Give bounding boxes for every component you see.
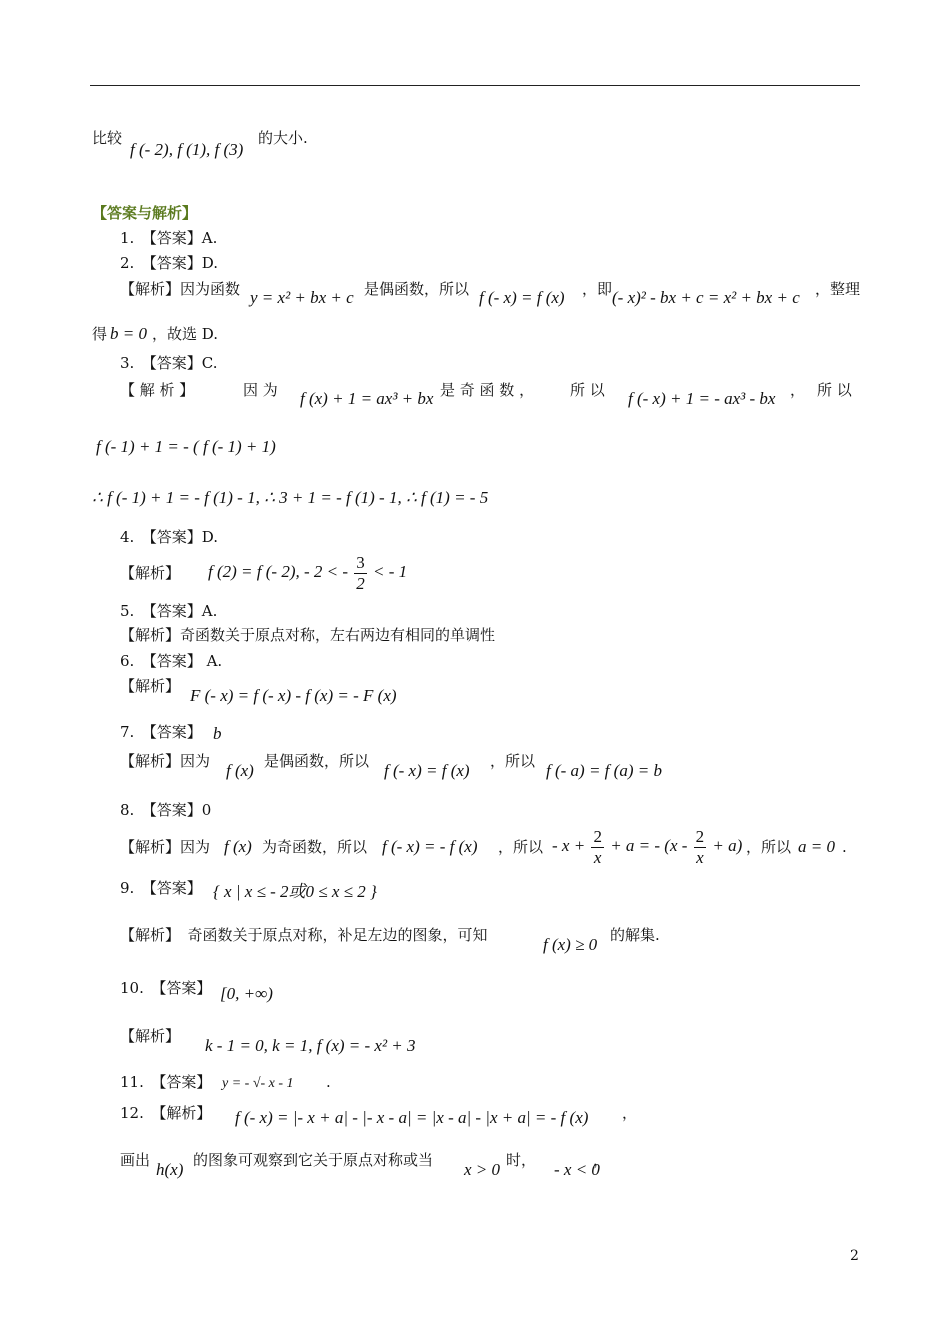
explain-7-math-2: f (- x) = f (x) bbox=[384, 761, 470, 780]
answer-8: 8. 【答案】0 bbox=[120, 801, 212, 819]
explain-2-math-2: f (- x) = f (x) bbox=[479, 288, 565, 307]
explain-9-math: f (x) ≥ 0 bbox=[543, 935, 598, 954]
explain-4-math-a: f (2) = f (- 2), - 2 < - bbox=[208, 562, 349, 581]
explain-4-math-b: < - 1 bbox=[373, 562, 408, 581]
explain-3-text-c: 是 奇 函 数 ， bbox=[440, 381, 535, 399]
explain-8-math-expr bbox=[552, 824, 742, 868]
explain-8-fraction-2 bbox=[694, 827, 707, 868]
line-13-text-c: 时， bbox=[506, 1151, 537, 1169]
explain-10-label: 【解析】 bbox=[120, 1027, 181, 1045]
explain-2b-text-a: 得 bbox=[92, 325, 108, 343]
fraction-denominator: 2 bbox=[356, 573, 365, 593]
explain-8-math-c: + a) bbox=[712, 836, 743, 855]
explain-8-text-e: . bbox=[842, 838, 847, 856]
explain-7-math-3: f (- a) = f (a) = b bbox=[546, 761, 662, 780]
answer-10-math: [0, +∞) bbox=[220, 984, 273, 1003]
line-13-math-3: - x < 0 bbox=[554, 1160, 600, 1179]
explain-3-text-f: 所 以 bbox=[817, 381, 852, 399]
explain-4-label: 【解析】 bbox=[120, 564, 181, 582]
fraction-denominator: x bbox=[593, 847, 602, 867]
explain-7-math-1: f (x) bbox=[226, 761, 254, 780]
explain-6-math: F (- x) = f (- x) - f (x) = - F (x) bbox=[190, 686, 397, 705]
answer-7-math: b bbox=[213, 724, 222, 743]
line-13-text-a: 画出 bbox=[120, 1151, 151, 1169]
explain-3-math-2: f (- x) + 1 = - ax³ - bx bbox=[628, 389, 776, 408]
section-title: 【答案与解析】 bbox=[92, 204, 198, 222]
fraction-numerator: 3 bbox=[356, 552, 365, 572]
answer-11-label: 11. 【答案】 bbox=[120, 1073, 212, 1091]
explain-8-text-d: ，所以 bbox=[746, 838, 792, 856]
explain-4-math bbox=[208, 550, 407, 594]
explain-4-fraction bbox=[354, 553, 367, 594]
explain-3-text-d: 所 以 bbox=[570, 381, 605, 399]
answer-1: 1. 【答案】A. bbox=[120, 229, 218, 247]
intro-math: f (- 2), f (1), f (3) bbox=[130, 140, 244, 159]
answer-3: 3. 【答案】C. bbox=[120, 354, 218, 372]
explain-3-label: 【 解 析 】 bbox=[120, 381, 195, 399]
explain-2-text-a: 【解析】因为函数 bbox=[120, 280, 241, 298]
explain-8-text-c: ，所以 bbox=[498, 838, 544, 856]
explain-9-text-a: 【解析】 奇函数关于原点对称，补足左边的图象，可知 bbox=[120, 926, 488, 944]
explain-2-text-c: ，即 bbox=[582, 280, 613, 298]
answer-5: 5. 【答案】A. bbox=[120, 602, 218, 620]
answer-11-math: y = - √- x - 1 bbox=[222, 1076, 294, 1091]
explain-2b-text-b: ，故选 D. bbox=[152, 325, 219, 343]
explain-8-fraction-1 bbox=[591, 827, 604, 868]
explain-5: 【解析】奇函数关于原点对称，左右两边有相同的单调性 bbox=[120, 626, 496, 644]
explain-7-text-a: 【解析】因为 bbox=[120, 752, 211, 770]
explain-2-text-d: ，整理 bbox=[815, 280, 861, 298]
answer-7-label: 7. 【答案】 bbox=[120, 723, 202, 741]
explain-7-text-b: 是偶函数，所以 bbox=[264, 752, 370, 770]
fraction-numerator: 2 bbox=[695, 826, 705, 846]
answer-9-math: { x | x ≤ - 2或0 ≤ x ≤ 2 } bbox=[213, 882, 377, 901]
explain-8-math-2: f (- x) = - f (x) bbox=[382, 837, 478, 856]
answer-6: 6. 【答案】 A. bbox=[120, 652, 223, 670]
answer-2: 2. 【答案】D. bbox=[120, 254, 219, 272]
explain-8-math-6: a = 0 bbox=[798, 837, 835, 856]
intro-text-b: 的大小. bbox=[258, 129, 308, 147]
explain-2-math-3: (- x)² - bx + c = x² + bx + c bbox=[612, 288, 800, 307]
explain-2-math-1: y = x² + bx + c bbox=[250, 288, 354, 307]
explain-3c-math: ∴ f (- 1) + 1 = - f (1) - 1, ∴ 3 + 1 = - f (1) - 1, ∴ f (1) = - 5 bbox=[92, 488, 489, 507]
explain-7-text-c: ，所以 bbox=[490, 752, 536, 770]
answer-10-label: 10. 【答案】 bbox=[120, 979, 212, 997]
intro-line bbox=[92, 128, 122, 148]
explain-8-math-a: - x + bbox=[552, 836, 586, 855]
explain-8-math-1: f (x) bbox=[224, 837, 252, 856]
fraction-denominator: x bbox=[696, 847, 704, 867]
line-13-text-b: 的图象可观察到它关于原点对称或当 bbox=[193, 1151, 434, 1169]
explain-12-text-b: ， bbox=[622, 1104, 638, 1122]
explain-3b-math: f (- 1) + 1 = - ( f (- 1) + 1) bbox=[96, 437, 276, 456]
answer-4: 4. 【答案】D. bbox=[120, 528, 219, 546]
line-13-math-2: x > 0 bbox=[464, 1160, 501, 1179]
line-13-math-1: h(x) bbox=[156, 1160, 184, 1179]
explain-2-text-b: 是偶函数，所以 bbox=[364, 280, 470, 298]
fraction-numerator: 2 bbox=[593, 826, 602, 846]
explain-2b-math: b = 0 bbox=[110, 324, 147, 343]
answer-11-text-b: . bbox=[326, 1073, 331, 1091]
intro-text-a: 比较 bbox=[92, 129, 123, 147]
explain-12-math: f (- x) = |- x + a| - |- x - a| = |x - a| - |x + a| = - f (x) bbox=[235, 1108, 589, 1127]
line-13-text-d: ， bbox=[593, 1151, 609, 1169]
explain-9-text-b: 的解集. bbox=[610, 926, 660, 944]
explain-6-label: 【解析】 bbox=[120, 677, 181, 695]
explain-3-text-e: ， bbox=[790, 381, 806, 399]
explain-8-math-b: + a = - (x - bbox=[610, 836, 688, 855]
explain-3-math-1: f (x) + 1 = ax³ + bx bbox=[300, 389, 434, 408]
answer-9-label: 9. 【答案】 bbox=[120, 879, 202, 897]
explain-10-math: k - 1 = 0, k = 1, f (x) = - x² + 3 bbox=[205, 1036, 416, 1055]
explain-12-label: 12. 【解析】 bbox=[120, 1104, 212, 1122]
explain-8-text-b: 为奇函数，所以 bbox=[262, 838, 368, 856]
explain-8-text-a: 【解析】因为 bbox=[120, 838, 211, 856]
page-number: 2 bbox=[850, 1248, 859, 1264]
explain-3-text-b: 因 为 bbox=[243, 381, 278, 399]
header-rule bbox=[90, 85, 860, 86]
